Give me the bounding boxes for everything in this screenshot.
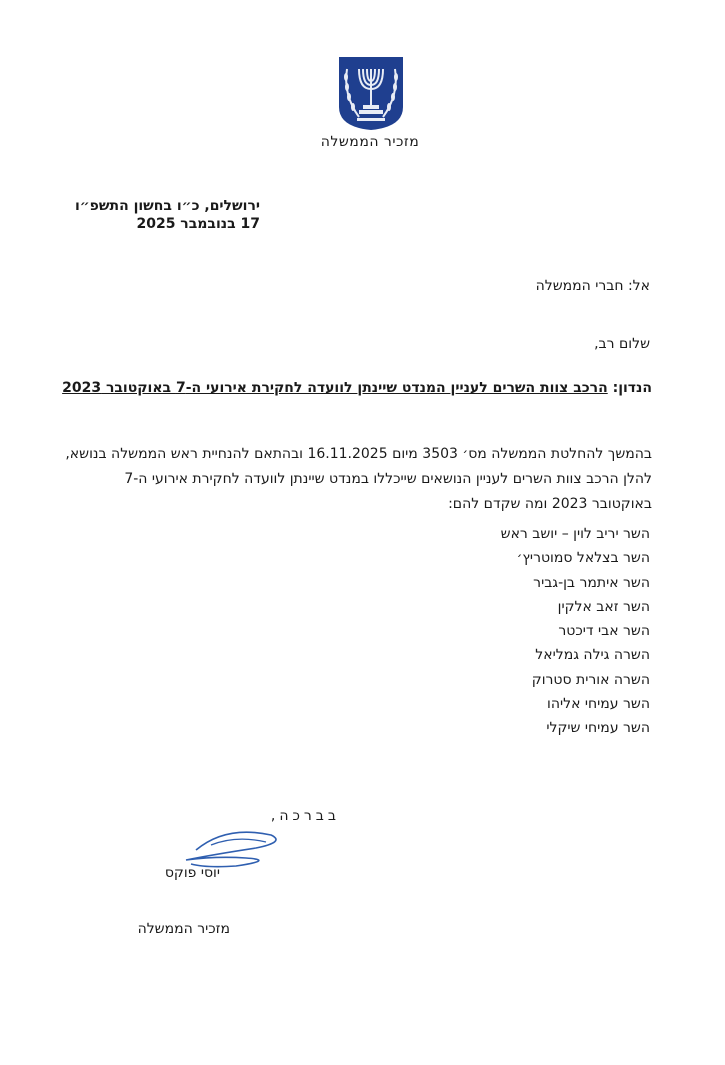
- minister-item: השר בצלאל סמוטריץ׳: [516, 550, 650, 567]
- minister-item: השר עמיחי אליהו: [547, 696, 650, 713]
- minister-item: השר יריב לוין – יושב ראש: [500, 526, 650, 542]
- minister-item: השר איתמר בן-גביר: [533, 574, 650, 591]
- minister-item: השר זאב אלקין: [557, 598, 650, 615]
- menorah-emblem-icon: [337, 55, 405, 131]
- ministers-list: [400, 522, 650, 741]
- minister-item: השר אבי דיכטר: [558, 623, 650, 640]
- signer-title: מזכיר הממשלה: [137, 921, 230, 937]
- greeting: שלום רב,: [594, 336, 650, 352]
- date-block: [60, 197, 260, 233]
- office-title: מזכיר הממשלה: [320, 134, 420, 150]
- minister-item: השרה גילה גמליאל: [535, 647, 650, 664]
- minister-item: השרה אורית סטרוק: [531, 671, 650, 688]
- closing-salutation: בברכה,: [270, 808, 340, 824]
- subject-line: [60, 380, 652, 396]
- subject-label: הנדון:: [612, 380, 652, 396]
- gregorian-date: 17 בנובמבר 2025: [136, 216, 260, 232]
- signer-name: יוסי פוקס: [164, 865, 220, 881]
- body-paragraph: בהמשך להחלטת הממשלה מס׳ 3503 מיום 16.11.2025 ובהתאם להנחיית ראש הממשלה בנושא, להלן הרכב צוות השרים לעניין הנושאים שייכללו במנדט שיינתן לוועדה לחקירת אירועי ה-7 באוקטובר 2023 ומה שקדם להם:: [65, 446, 652, 512]
- recipient-line: אל: חברי הממשלה: [535, 278, 650, 294]
- hebrew-date: ירושלים, כ״ו בחשון התשפ״ו: [74, 198, 260, 214]
- minister-item: השר עמיחי שיקלי: [546, 720, 650, 737]
- handwritten-signature: [176, 820, 296, 870]
- subject-text: הרכב צוות השרים לעניין המנדט שיינתן לוועדה לחקירת אירועי ה-7 באוקטובר 2023: [62, 380, 608, 396]
